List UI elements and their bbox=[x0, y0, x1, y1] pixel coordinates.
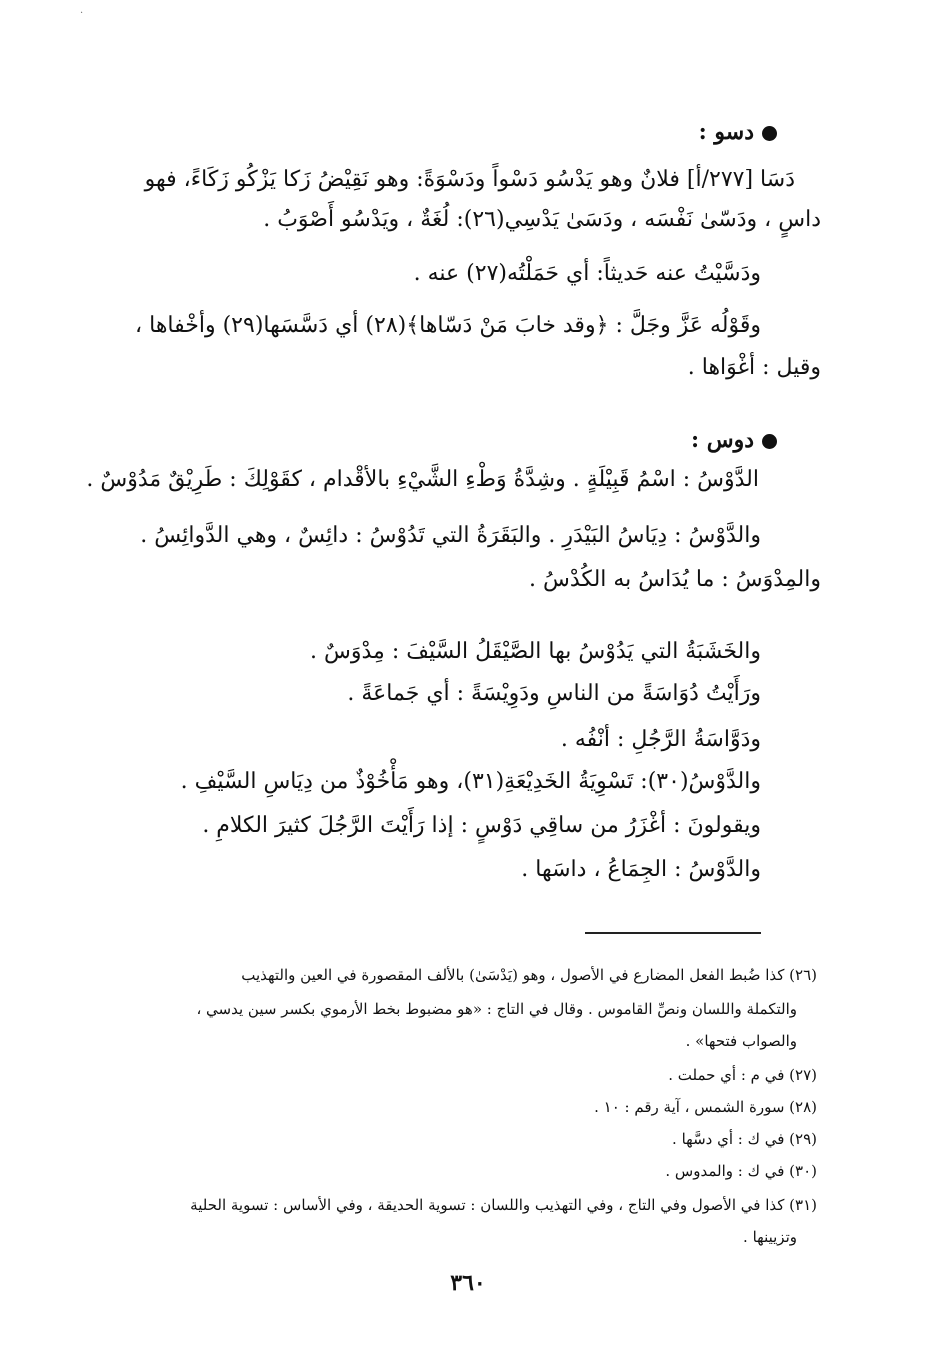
bullet-icon bbox=[762, 126, 777, 141]
footnote-line: (٣٠) في ك : والمدوس . bbox=[665, 1162, 817, 1180]
footnote-line: والصواب فتحها» . bbox=[685, 1032, 797, 1050]
footnote-line: وتزيينها . bbox=[743, 1228, 797, 1246]
entry-line: ويقولونَ : أغْزَرُ من ساقِي دَوْسٍ : إذا رَأَيْتَ الرَّجُلَ كثيرَ الكلامِ . bbox=[202, 813, 761, 838]
entry-line: دَسَا [٢٧٧/أ] فلانٌ وهو يَدْسُو دَسْواً ودَسْوَةً: وهو نَقِيْضُ زَكا يَزْكُو زَكَاءً، فهو bbox=[144, 167, 795, 192]
entry-heading-text: دسو : bbox=[698, 119, 754, 145]
entry-line: والدَّوْسُ : دِيَاسُ البَيْدَرِ . والبَقَرَةُ التي تَدُوْسُ : دائِسٌ ، وهي الدَّوائِسُ . bbox=[140, 523, 761, 548]
footnote-line: والتكملة واللسان ونصِّ القاموس . وقال في التاج : «هو مضبوط بخط الأرموي بكسر سين يدسي ، bbox=[196, 1000, 797, 1018]
scan-mark: · bbox=[80, 8, 84, 19]
entry-line: ودَسَّيْتُ عنه حَديثاً: أي حَمَلْتُه(٢٧) عنه . bbox=[413, 261, 761, 286]
footnote-line: (٢٨) سورة الشمس ، آية رقم : ١٠ . bbox=[594, 1098, 817, 1116]
entry-line: والخَشَبَةُ التي يَدُوْسُ بها الصَّيْقَلُ السَّيْفَ : مِدْوَسٌ . bbox=[310, 639, 761, 664]
footnote-separator bbox=[585, 932, 761, 934]
entry-line: الدَّوْسُ : اسْمُ قَبِيْلَةٍ . وشِدَّةُ وَطْءِ الشَّيْءِ بالأقْدام ، كقَوْلِكَ : طَرِيْقٌ مَدُوْسٌ . bbox=[86, 467, 759, 492]
entry-line: ورَأَيْتُ دُوَاسَةً من الناسِ ودَوِيْسَةً : أي جَماعَةً . bbox=[347, 681, 761, 706]
bullet-icon bbox=[762, 434, 777, 449]
entry-line: وقيل : أغْوَاها . bbox=[687, 355, 821, 380]
entry-line: والمِدْوَسُ : ما يُدَاسُ به الكُدْسُ . bbox=[529, 567, 821, 592]
entry-line: وقَوْلُه عَزَّ وجَلَّ : ﴿وقد خابَ مَنْ دَسّاها﴾(٢٨) أي دَسَّسَها(٢٩) وأخْفاها ، bbox=[135, 313, 761, 338]
page-number: ٣٦٠ bbox=[450, 1270, 486, 1296]
entry-heading-dws bbox=[691, 424, 777, 456]
entry-line: والدَّوْسُ : الجِمَاعُ ، داسَها . bbox=[521, 857, 761, 882]
entry-line: والدَّوْسُ(٣٠): تَسْوِيَةُ الخَدِيْعَةِ(٣١)، وهو مَأْخُوْذٌ من دِيَاسِ السَّيْفِ . bbox=[180, 769, 761, 794]
entry-line: ودَوَّاسَةُ الرَّجُلِ : أنْفُه . bbox=[560, 727, 761, 752]
footnote-line: (٢٦) كذا ضُبط الفعل المضارع في الأصول ، وهو (يَدْسَىٰ) بالألف المقصورة في العين والتهذيب bbox=[241, 966, 817, 984]
entry-line: داسٍ ، ودَسّىٰ نَفْسَه ، ودَسَىٰ يَدْسِي(٢٦): لُغَةٌ ، ويَدْسُو أَصْوَبُ . bbox=[263, 207, 821, 232]
entry-heading-dsw bbox=[699, 116, 777, 148]
footnote-line: (٢٩) في ك : أي دسَّها . bbox=[672, 1130, 817, 1148]
footnote-line: (٢٧) في م : أي حملت . bbox=[668, 1066, 817, 1084]
footnote-line: (٣١) كذا في الأصول وفي التاج ، وفي التهذيب واللسان : تسوية الحديقة ، وفي الأساس : تسوية الحلية bbox=[190, 1196, 817, 1214]
entry-heading-text: دوس : bbox=[690, 427, 754, 453]
